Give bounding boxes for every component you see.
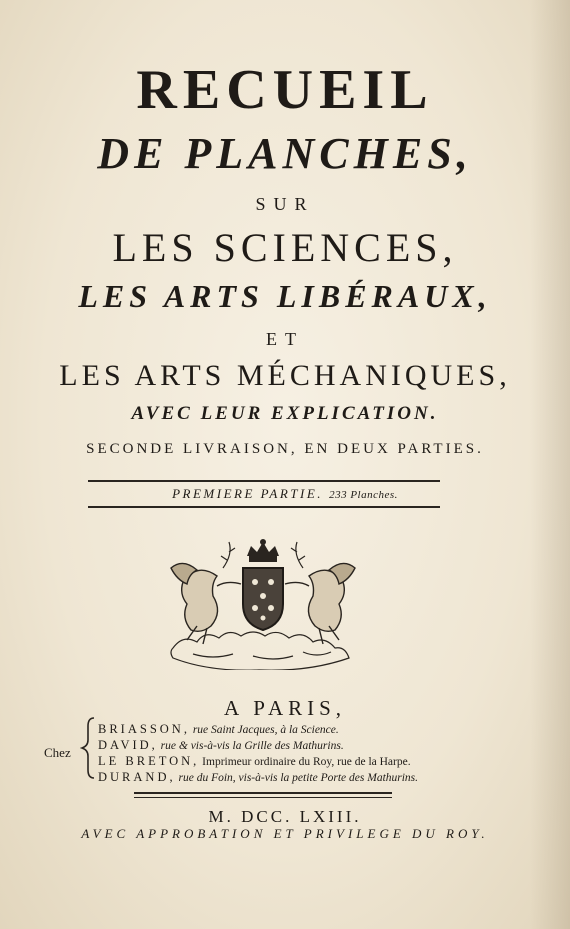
publisher-address: rue Saint Jacques, à la Science. <box>192 724 339 736</box>
publisher-name: DAVID, <box>98 738 158 752</box>
title-arts-liberaux: LES ARTS LIBÉRAUX, <box>78 278 492 314</box>
publisher-row <box>98 754 411 769</box>
imprint-year: M. DCC. LXIII. <box>208 807 362 826</box>
title-sur: SUR <box>255 194 315 214</box>
title-recueil: RECUEIL <box>136 59 434 121</box>
partie-line <box>0 486 570 502</box>
publisher-address: Imprimeur ordinaire du Roy, rue de la Harpe. <box>202 756 411 768</box>
title-arts-mechaniques: LES ARTS MÉCHANIQUES, <box>59 359 511 392</box>
publisher-name: LE BRETON, <box>98 754 200 768</box>
rule-top <box>88 480 440 482</box>
publisher-row <box>98 770 418 785</box>
title-et: ET <box>266 329 304 349</box>
publisher-address: rue & vis-à-vis la Grille des Mathurins. <box>160 740 344 752</box>
partie-label: PREMIERE PARTIE. <box>172 486 324 501</box>
imprint-chez: Chez <box>44 745 71 760</box>
title-avec-explication: AVEC LEUR EXPLICATION. <box>131 403 439 424</box>
imprint-rule-thin <box>134 797 392 798</box>
imprint-city: A PARIS, <box>223 696 347 720</box>
publisher-name: DURAND, <box>98 770 176 784</box>
planches-count: 233 Planches. <box>329 489 398 501</box>
title-les-sciences: LES SCIENCES, <box>112 225 458 270</box>
royal-arms-emblem-icon <box>163 538 363 670</box>
imprint-approbation: AVEC APPROBATION ET PRIVILEGE DU ROY. <box>81 826 489 841</box>
imprint-rule-thick <box>134 792 392 794</box>
publisher-row <box>98 722 339 737</box>
publisher-name: BRIASSON, <box>98 722 190 736</box>
brace-icon <box>80 716 98 780</box>
publisher-address: rue du Foin, vis-à-vis la petite Porte des Mathurins. <box>178 772 419 784</box>
title-de-planches: DE PLANCHES, <box>97 129 473 178</box>
rule-bottom <box>88 506 440 508</box>
title-seconde-livraison: SECONDE LIVRAISON, EN DEUX PARTIES. <box>86 441 484 457</box>
publisher-row <box>98 738 344 753</box>
